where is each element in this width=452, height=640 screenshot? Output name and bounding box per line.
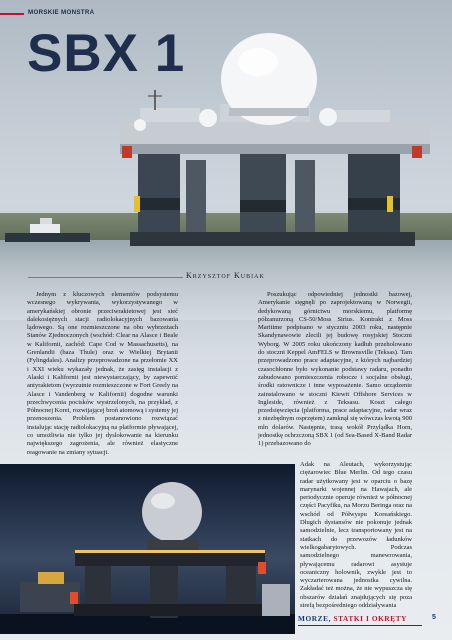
article-title: SBX 1: [27, 24, 186, 83]
magazine-footer: [298, 614, 407, 623]
header-accent-bar: [0, 13, 24, 15]
paragraph: Jednym z kluczowych elementów podsystemu wczesnego wykrywania, wykorzystywanego w amerykańskiej obronie przeciwrakietowej jest sieć dalekosiężnych stacji radiolokacyjnych bazowania lądowego. Są one rozmieszczone na obu wybrzeżach Stanów Zjednoczonych (wschód: Clear na Alasce i Beale w Kalifornii, zachód: Cape Cod w Massachusetts), na Grenlandii (baza Thule) oraz w Wielkiej Brytanii (Fylingdales). Analizy przeprowadzone na przełomie XX i XXI wieku wykazały jednak, że zasięg instalacji z Alaski i Kalifornii jest niewystarczający, by zapewnić antyrakietom (wyrzutnie rozmieszczone w Fort Greely na Alasce i Vandenberg w Kalifornii) dogodne warunki przechwycenia pocisków wystrzelonych, na przykład, z Północnej Korei, rozwijającej broń atomową i systemy jej przenoszenia. Problem postanowiono rozwiązać instalując stację radiolokacyjną na platformie pływającej, co umożliwia nie tylko jej dyslokowanie na kierunku największego zagrożenia, ale również elastyczne reagowanie na zmiany sytuacji.: [27, 291, 178, 456]
paragraph: Poszukując odpowiedniej jednostki bazowej, Amerykanie sięgnęli po zaprojektowaną w Norwegii, dedykowaną górnictwu morskiemu, platformę półzanurzoną CS-50/Moss Sirius. Kontrakt z Moss Maritime podpisano w styczniu 2003 roku, następnie Skandynawowie zlecili jej budowę rosyjskiej Stoczni Wyborg. W 2005 roku ukończony kadłub przeholowano do stoczni Keppel AmFELS w Brownsville (Teksas). Tam przeprowadzono prace adaptacyjne, z których najbardziej czasochłonne było wykonanie podstawy radaru, ponadto zabudowano pomieszczenia robocze i socjalne obsługi, środki ratownicze i inne wyposażenie. Samo urządzenie zainstalowano w stoczni Kiewit Offshore Services w Ingleside, również z Teksasu. Koszt całego przedsięwzięcia (platforma, prace adaptacyjne, radar wraz z niezbędnym osprzętem) zamknął się wówczas kwotą 900 mln dolarów. Następnie, trasą wokół Przylądka Horn, jednostkę ochrzczoną SBX 1 (od Sea-Based X-Band Radar 1) przebazowano do: [258, 291, 412, 448]
sbx1-night-photo: [0, 464, 295, 634]
section-header: [28, 9, 94, 16]
article-column-left: [27, 291, 178, 457]
tug-boat: [5, 218, 90, 242]
footer-rule: [298, 625, 422, 626]
page-number: 5: [432, 614, 436, 621]
article-column-right-continued: [300, 461, 412, 610]
section-header-text: MORSKIE MONSTRA: [28, 9, 95, 16]
night-scene: [0, 464, 295, 634]
byline-rule: [28, 277, 183, 278]
paragraph: Adak na Aleutach, wykorzystując ciężarowiec Blue Merlin. Od tego czasu radar użytkowany jest w oparciu o bazę marynarki wojennej na Hawajach, ale periodycznie operuje również w północnej części Pacyfiku, na Morzu Beringa oraz na wschód od Półwyspu Koreańskiego. Długich dystansów nie pokonuje jednak samodzielnie, lecz transportowany jest na statkach do przewozów ładunków wielkogabarytowych. Podczas samodzielnego manewrowania, pływającemu radarowi asystuje oceaniczny holownik, zwykle jest to wyczarterowana jednostka cywilna. Zakładać też można, że nie wypuszcza się obszarów działań znajdujących się poza strefą bezpośredniego oddziaływania: [300, 461, 412, 610]
magazine-name-b: STATKI I OKRĘTY: [333, 614, 408, 623]
magazine-name-a: MORZE,: [298, 614, 331, 623]
author-byline: Krzysztof Kubiak: [186, 271, 265, 280]
article-column-right: [258, 291, 412, 449]
